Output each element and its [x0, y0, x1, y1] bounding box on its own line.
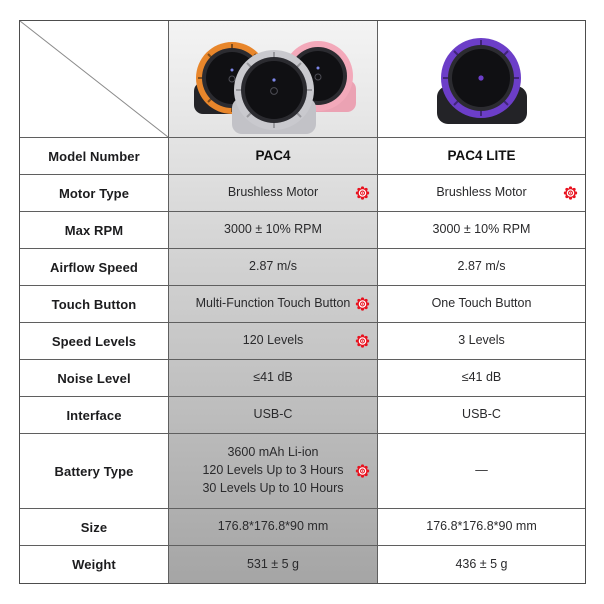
row-label-text: Speed Levels [51, 333, 137, 349]
pac4-lite-product-image [379, 22, 584, 137]
row-label [20, 546, 169, 583]
gear-badge-icon [563, 186, 578, 201]
pac4-lite-value [378, 509, 585, 546]
cell-value: 3000 ± 10% RPM [432, 222, 531, 237]
cell-value: Brushless Motor [436, 185, 527, 200]
pac4-lite-value [378, 249, 585, 286]
row-label [20, 434, 169, 509]
cell-value: 3000 ± 10% RPM [224, 222, 322, 237]
row-label-text: Airflow Speed [50, 259, 138, 275]
pac4-value [169, 509, 378, 546]
cell-value: Brushless Motor [227, 185, 319, 200]
row-label [20, 212, 169, 249]
cell-value: One Touch Button [431, 296, 532, 311]
pac4-image-cell [169, 21, 378, 138]
row-label-text: Noise Level [57, 370, 131, 386]
cell-value: 120 Levels [242, 333, 304, 348]
pac4-value [169, 212, 378, 249]
pac4-value [169, 175, 378, 212]
fan-purple [437, 38, 527, 124]
row-label [20, 249, 169, 286]
row-label-text: Interface [66, 407, 122, 423]
pac4-value [169, 249, 378, 286]
pac4-lite-value [378, 546, 585, 583]
cell-value: 531 ± 5 g [246, 556, 300, 571]
pac4-lite-image-cell [378, 21, 585, 138]
pac4-value [169, 323, 378, 360]
cell-value: 3 Levels [458, 333, 505, 348]
cell-value: — [475, 463, 488, 478]
diagonal-divider [20, 21, 168, 137]
pac4-value [169, 286, 378, 323]
row-label-text: Max RPM [64, 222, 124, 238]
row-label-text: Touch Button [51, 296, 137, 312]
gear-badge-icon [355, 297, 370, 312]
pac4-lite-value [378, 212, 585, 249]
row-label [20, 323, 169, 360]
gear-badge-icon [355, 186, 370, 201]
corner-cell [20, 21, 169, 138]
cell-value: Multi-Function Touch Button [195, 296, 351, 311]
pac4-value [169, 434, 378, 509]
cell-value: PAC4 [255, 148, 291, 164]
cell-value: ≤41 dB [461, 370, 502, 385]
cell-value: USB-C [253, 407, 293, 422]
pac4-value [169, 138, 378, 175]
pac4-lite-value [378, 360, 585, 397]
row-label-text: Model Number [48, 148, 140, 164]
cell-value: 176.8*176.8*90 mm [426, 519, 537, 534]
gear-badge-icon [355, 334, 370, 349]
cell-value: 176.8*176.8*90 mm [217, 519, 329, 534]
row-label [20, 360, 169, 397]
pac4-lite-value [378, 286, 585, 323]
pac4-lite-value [378, 323, 585, 360]
pac4-product-image [170, 22, 377, 137]
cell-value: PAC4 LITE [447, 148, 516, 164]
cell-value: 3600 mAh Li-ion 120 Levels Up to 3 Hours 30 Levels Up to 10 Hours [202, 445, 344, 495]
row-label-text: Motor Type [58, 185, 130, 201]
pac4-lite-value [378, 138, 585, 175]
row-label-text: Size [80, 519, 108, 535]
cell-value: 2.87 m/s [457, 259, 506, 274]
pac4-value [169, 546, 378, 583]
cell-value: 2.87 m/s [249, 259, 297, 274]
row-label [20, 397, 169, 434]
row-label [20, 509, 169, 546]
row-label [20, 175, 169, 212]
row-label [20, 138, 169, 175]
cell-value: USB-C [462, 407, 501, 422]
pac4-lite-value [378, 434, 585, 509]
cell-value: ≤41 dB [253, 370, 293, 385]
gear-badge-icon [355, 464, 370, 479]
pac4-lite-value [378, 397, 585, 434]
pac4-value [169, 397, 378, 434]
cell-value: 436 ± 5 g [455, 556, 508, 571]
comparison-table [19, 20, 586, 584]
row-label-text: Weight [72, 557, 116, 572]
pac4-lite-value [378, 175, 585, 212]
row-label [20, 286, 169, 323]
row-label-text: Battery Type [54, 463, 134, 479]
pac4-value [169, 360, 378, 397]
